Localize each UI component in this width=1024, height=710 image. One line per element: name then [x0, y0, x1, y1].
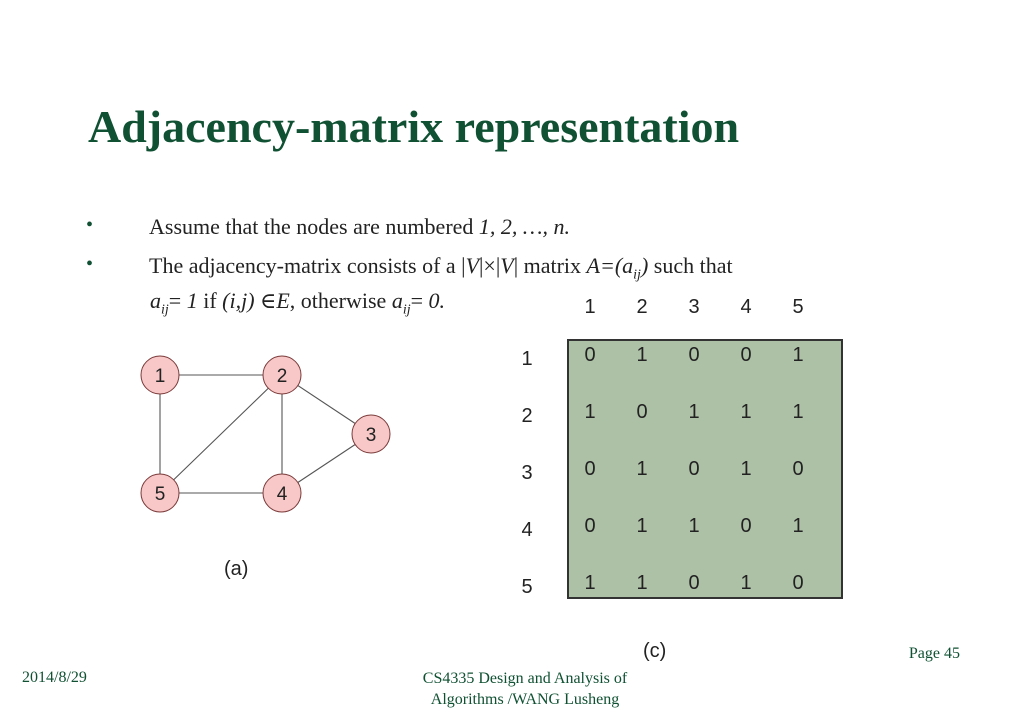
- matrix-cell: 1: [636, 344, 648, 366]
- matrix-col-header: 4: [740, 296, 752, 318]
- matrix-cell: 1: [636, 572, 648, 594]
- bullet-marker: •: [86, 253, 94, 275]
- slide-title: Adjacency-matrix representation: [88, 101, 740, 152]
- math-v: V: [500, 253, 514, 278]
- math-eq: =: [410, 288, 429, 313]
- math-paren: ): [640, 253, 649, 278]
- graph-diagram: [130, 350, 400, 520]
- matrix-cell: 1: [688, 401, 700, 423]
- matrix-cell: 1: [792, 515, 804, 537]
- bullet-text: | matrix: [513, 253, 587, 278]
- graph-caption: (a): [224, 558, 249, 580]
- matrix-cell: 1: [636, 515, 648, 537]
- math-subscript: ij: [402, 302, 411, 318]
- matrix-row-header: 4: [521, 519, 533, 541]
- matrix-row-header: 1: [521, 348, 533, 370]
- adjacency-matrix: [567, 339, 843, 599]
- matrix-col-header: 2: [636, 296, 648, 318]
- matrix-cell: 0: [792, 572, 804, 594]
- text-otherwise: , otherwise: [289, 288, 392, 313]
- math-eq: =: [168, 288, 187, 313]
- math-e: E: [276, 288, 290, 313]
- matrix-caption: (c): [643, 640, 667, 662]
- math-a: a: [391, 288, 403, 313]
- footer-date: 2014/8/29: [22, 669, 87, 686]
- matrix-cell: 1: [636, 458, 648, 480]
- matrix-col-header: 3: [688, 296, 700, 318]
- math-zero: 0.: [428, 288, 446, 313]
- node-label: 4: [276, 484, 288, 505]
- node-label: 1: [154, 366, 166, 387]
- text-if: if: [197, 288, 223, 313]
- matrix-cell: 0: [688, 458, 700, 480]
- matrix-col-header: 5: [792, 296, 804, 318]
- matrix-cell: 1: [740, 572, 752, 594]
- page-number: Page 45: [908, 645, 960, 662]
- matrix-cell: 1: [740, 458, 752, 480]
- math-subscript: ij: [161, 302, 169, 318]
- node-label: 5: [154, 484, 166, 505]
- node-label: 3: [365, 425, 377, 446]
- matrix-cell: 1: [740, 401, 752, 423]
- bullet-text: Assume that the nodes are numbered: [149, 214, 479, 239]
- node-label: 2: [276, 366, 288, 387]
- math-times: |×|: [479, 253, 501, 278]
- matrix-cell: 0: [688, 572, 700, 594]
- matrix-cell: 0: [740, 515, 752, 537]
- bullet-math: 1, 2, …, n.: [478, 214, 570, 239]
- matrix-row-header: 3: [521, 462, 533, 484]
- math-subscript: ij: [633, 267, 641, 283]
- bullet-marker: •: [86, 214, 94, 236]
- footer-course: [340, 668, 710, 710]
- matrix-cell: 1: [584, 572, 596, 594]
- bullet-text: such that: [648, 253, 733, 278]
- footer-course-line: Algorithms /WANG Lusheng: [430, 691, 620, 708]
- matrix-cell: 1: [792, 401, 804, 423]
- matrix-cell: 1: [584, 401, 596, 423]
- entry-definition: [150, 288, 445, 318]
- matrix-row-header: 5: [521, 576, 533, 598]
- matrix-cell: 0: [584, 515, 596, 537]
- matrix-col-header: 1: [584, 296, 596, 318]
- math-ij: (i,j): [222, 288, 255, 313]
- matrix-cell: 1: [792, 344, 804, 366]
- math-a: A=(a: [586, 253, 634, 278]
- matrix-row-header: 2: [521, 405, 533, 427]
- matrix-cell: 0: [688, 344, 700, 366]
- matrix-cell: 0: [636, 401, 648, 423]
- math-a: a: [150, 288, 161, 313]
- math-v: V: [465, 253, 480, 278]
- matrix-cell: 1: [688, 515, 700, 537]
- matrix-cell: 0: [584, 344, 596, 366]
- edge-2-5: [160, 375, 282, 493]
- matrix-cell: 0: [792, 458, 804, 480]
- matrix-cell: 0: [584, 458, 596, 480]
- footer-course-line: CS4335 Design and Analysis of: [422, 670, 628, 687]
- bullet-text: The adjacency-matrix consists of a |: [149, 253, 466, 278]
- math-in: ∈: [254, 288, 277, 313]
- math-one: 1: [186, 288, 198, 313]
- matrix-cell: 0: [740, 344, 752, 366]
